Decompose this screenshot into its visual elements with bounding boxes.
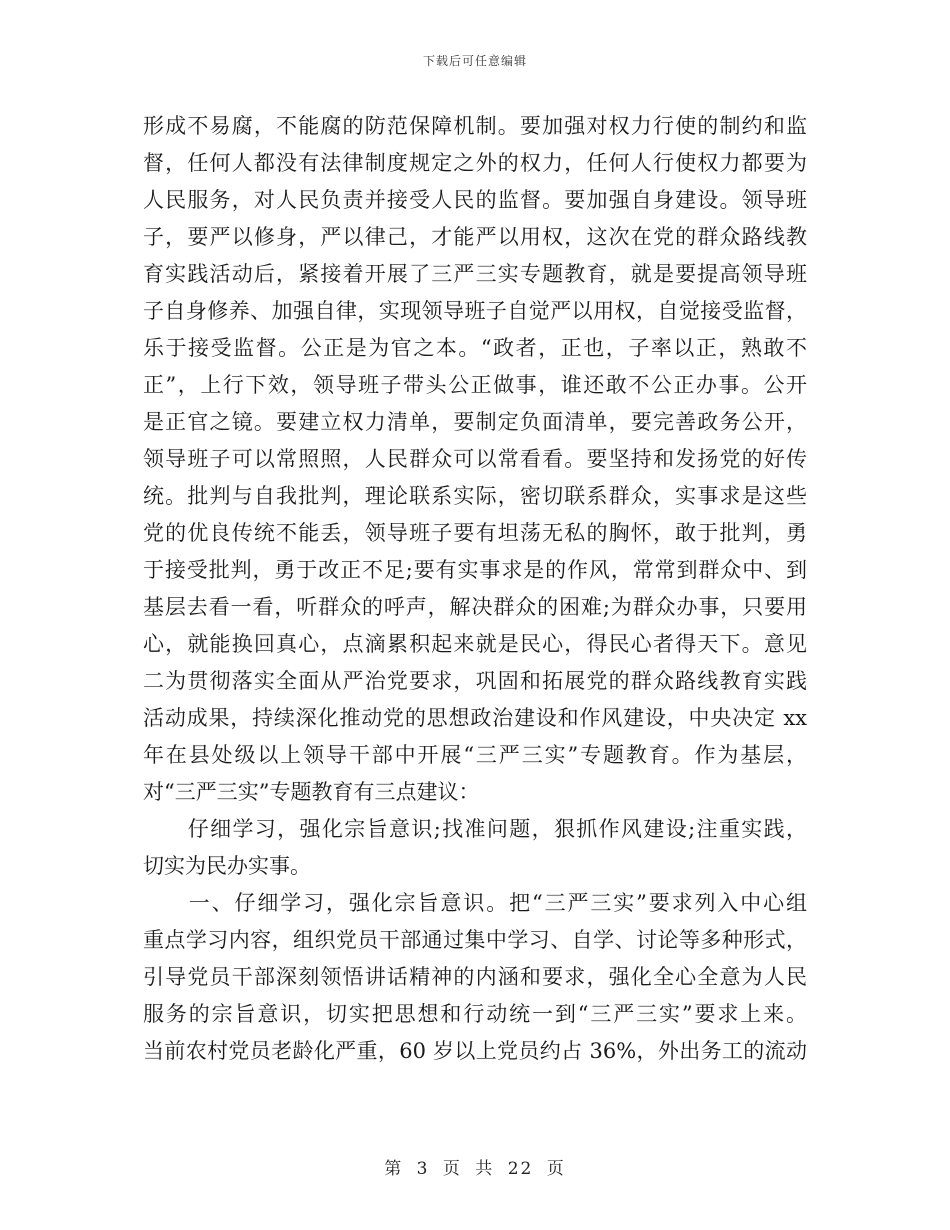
text-line: 子，要严以修身，严以律己，才能严以用权，这次在党的群众路线教 xyxy=(143,225,807,249)
text-line: 年在县处级以上领导干部中开展“三严三实”专题教育。作为基层， xyxy=(143,743,807,767)
text-line: 服务的宗旨意识，切实把思想和行动统一到“三严三实”要求上来。 xyxy=(143,1002,807,1026)
text-line: 乐于接受监督。公正是为官之本。“政者，正也，子率以正，熟敢不 xyxy=(143,336,807,360)
text-line: 一、仔细学习，强化宗旨意识。把“三严三实”要求列入中心组 xyxy=(143,891,807,915)
text-line: 心，就能换回真心，点滴累积起来就是民心，得民心者得天下。意见 xyxy=(143,632,807,656)
text-line: 党的优良传统不能丢，领导班子要有坦荡无私的胸怀，敢于批判，勇 xyxy=(143,521,807,545)
text-line: 仔细学习，强化宗旨意识;找准问题，狠抓作风建设;注重实践， xyxy=(143,817,807,841)
page-header: 下载后可任意编辑 xyxy=(422,54,527,68)
text-line: 基层去看一看，听群众的呼声，解决群众的困难;为群众办事，只要用 xyxy=(143,595,807,619)
text-line: 是正官之镜。要建立权力清单，要制定负面清单，要完善政务公开， xyxy=(143,410,807,434)
text-line: 正”，上行下效，领导班子带头公正做事，谁还敢不公正办事。公开 xyxy=(143,373,807,397)
document-body xyxy=(143,108,807,1070)
text-line: 重点学习内容，组织党员干部通过集中学习、自学、讨论等多种形式， xyxy=(143,928,807,952)
text-line: 形成不易腐，不能腐的防范保障机制。要加强对权力行使的制约和监 xyxy=(143,114,807,138)
text-line: 统。批判与自我批判，理论联系实际，密切联系群众，实事求是这些 xyxy=(143,484,807,508)
text-line: 当前农村党员老龄化严重，60 岁以上党员约占 36%，外出务工的流动 xyxy=(143,1039,807,1063)
text-line: 督，任何人都没有法律制度规定之外的权力，任何人行使权力都要为 xyxy=(143,151,807,175)
text-line: 对“三严三实”专题教育有三点建议： xyxy=(143,780,480,804)
text-line: 于接受批判，勇于改正不足;要有实事求是的作风，常常到群众中、到 xyxy=(143,558,807,582)
text-line: 活动成果，持续深化推动党的思想政治建设和作风建设，中央决定 xx xyxy=(143,706,807,730)
text-line: 切实为民办实事。 xyxy=(143,854,311,878)
text-line: 二为贯彻落实全面从严治党要求，巩固和拓展党的群众路线教育实践 xyxy=(143,669,807,693)
text-line: 领导班子可以常照照，人民群众可以常看看。要坚持和发扬党的好传 xyxy=(143,447,807,471)
page-number-footer: 第 3 页 共 22 页 xyxy=(384,1159,566,1179)
text-line: 引导党员干部深刻领悟讲话精神的内涵和要求，强化全心全意为人民 xyxy=(143,965,807,989)
text-line: 育实践活动后，紧接着开展了三严三实专题教育，就是要提高领导班 xyxy=(143,262,807,286)
text-line: 人民服务，对人民负责并接受人民的监督。要加强自身建设。领导班 xyxy=(143,188,807,212)
text-line: 子自身修养、加强自律，实现领导班子自觉严以用权，自觉接受监督， xyxy=(143,299,807,323)
